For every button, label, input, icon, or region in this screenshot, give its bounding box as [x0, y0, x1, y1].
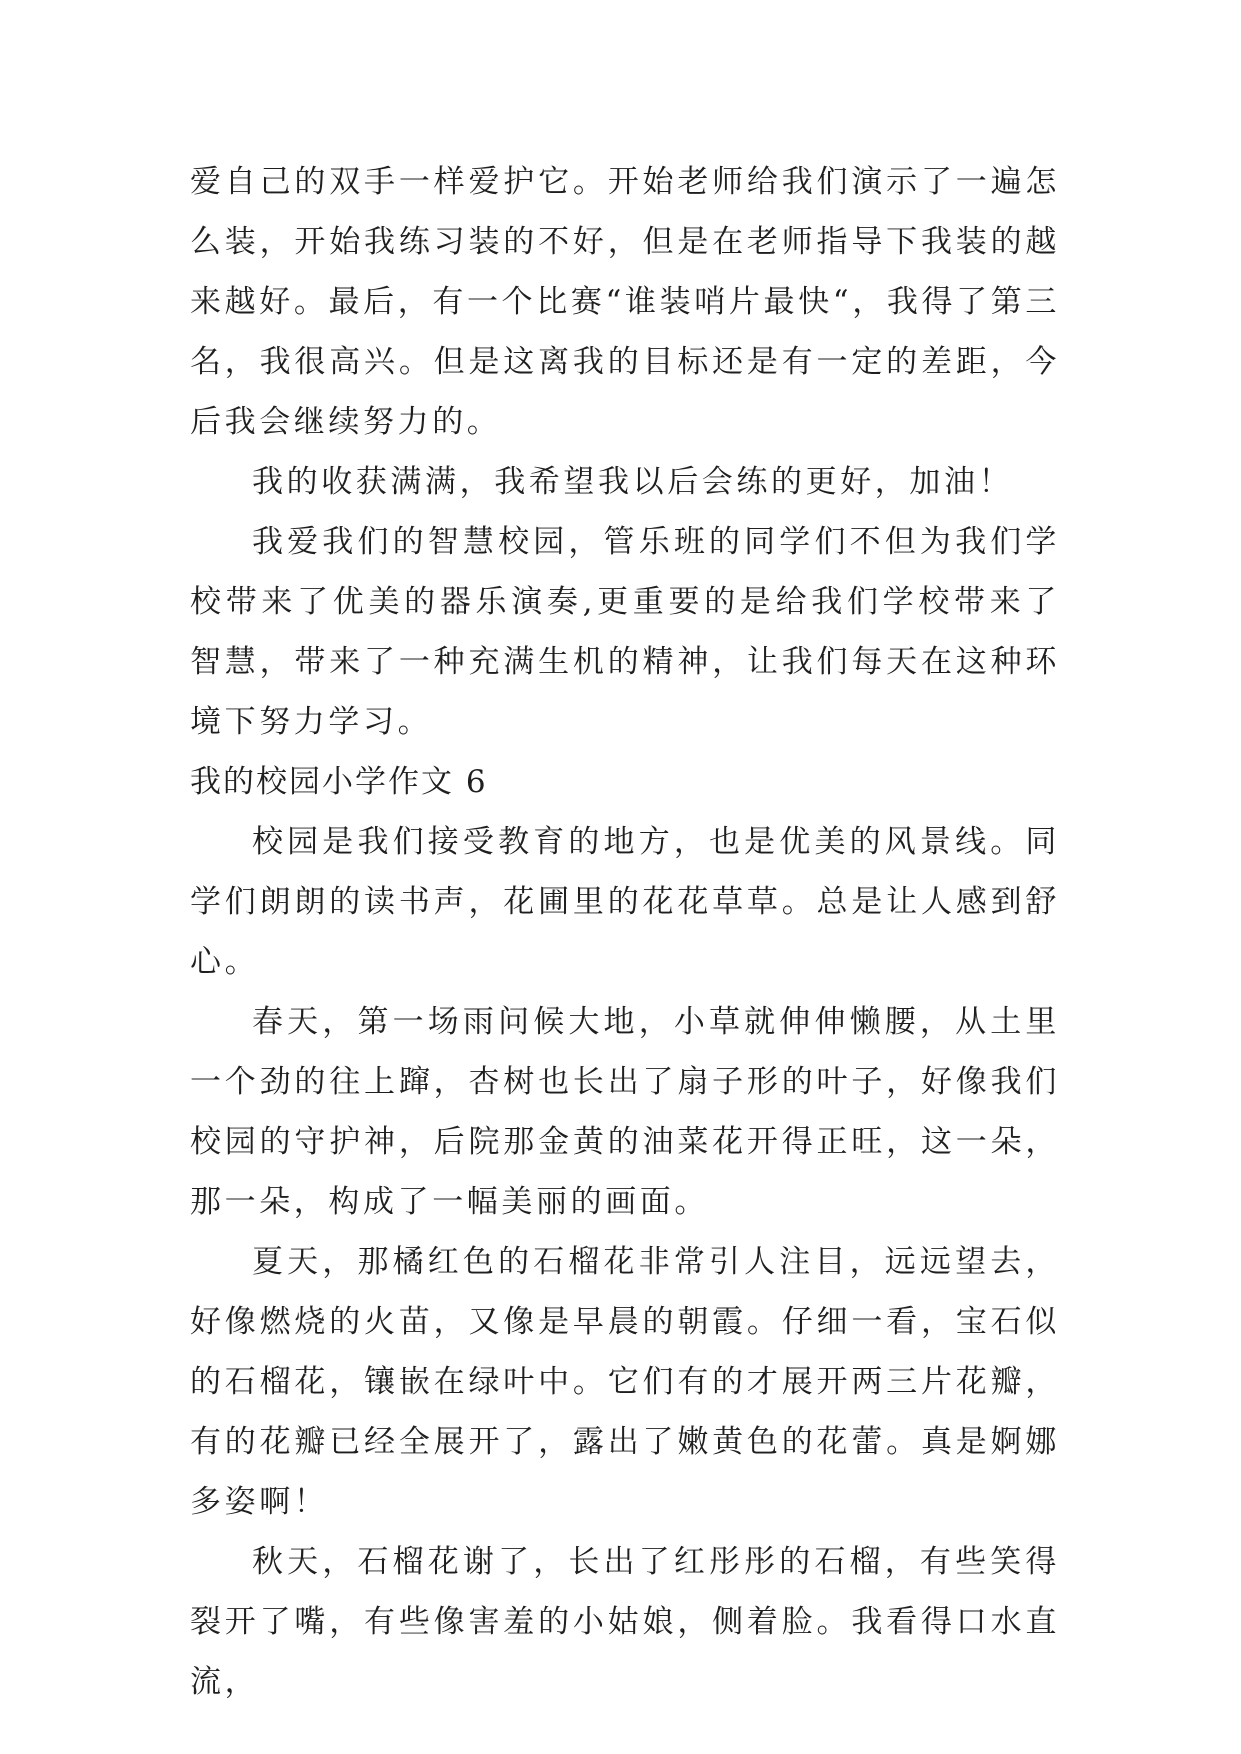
paragraph: 我的收获满满，我希望我以后会练的更好，加油！ [252, 464, 1014, 500]
paragraph: 我爱我们的智慧校园，管乐班的同学们不但为我们学校带来了优美的器乐演奏,更重要的是给我们学校带来了智慧，带来了一种充满生机的精神，让我们每天在这种环境下努力学习。 [190, 524, 1060, 740]
essay-6 [190, 752, 1060, 1712]
paragraph: 校园是我们接受教育的地方，也是优美的风景线。同学们朗朗的读书声，花圃里的花花草草。总是让人感到舒心。 [190, 824, 1060, 980]
paragraph: 春天，第一场雨问候大地，小草就伸伸懒腰，从土里一个劲的往上蹿，杏树也长出了扇子形的叶子，好像我们校园的守护神，后院那金黄的油菜花开得正旺，这一朵，那一朵，构成了一幅美丽的画面。 [190, 1004, 1060, 1220]
paragraph: 秋天，石榴花谢了，长出了红彤彤的石榴，有些笑得裂开了嘴，有些像害羞的小姑娘，侧着脸。我看得口水直流， [190, 1544, 1060, 1700]
essay-heading: 我的校园小学作文 6 [190, 764, 488, 800]
essay-continuation [190, 152, 1060, 752]
paragraph: 爱自己的双手一样爱护它。开始老师给我们演示了一遍怎么装，开始我练习装的不好，但是在老师指导下我装的越来越好。最后，有一个比赛“谁装哨片最快“，我得了第三名，我很高兴。但是这离我的目标还是有一定的差距，今后我会继续努力的。 [190, 164, 1060, 440]
paragraph: 夏天，那橘红色的石榴花非常引人注目，远远望去，好像燃烧的火苗，又像是早晨的朝霞。仔细一看，宝石似的石榴花，镶嵌在绿叶中。它们有的才展开两三片花瓣，有的花瓣已经全展开了，露出了嫩黄色的花蕾。真是婀娜多姿啊！ [190, 1244, 1060, 1520]
